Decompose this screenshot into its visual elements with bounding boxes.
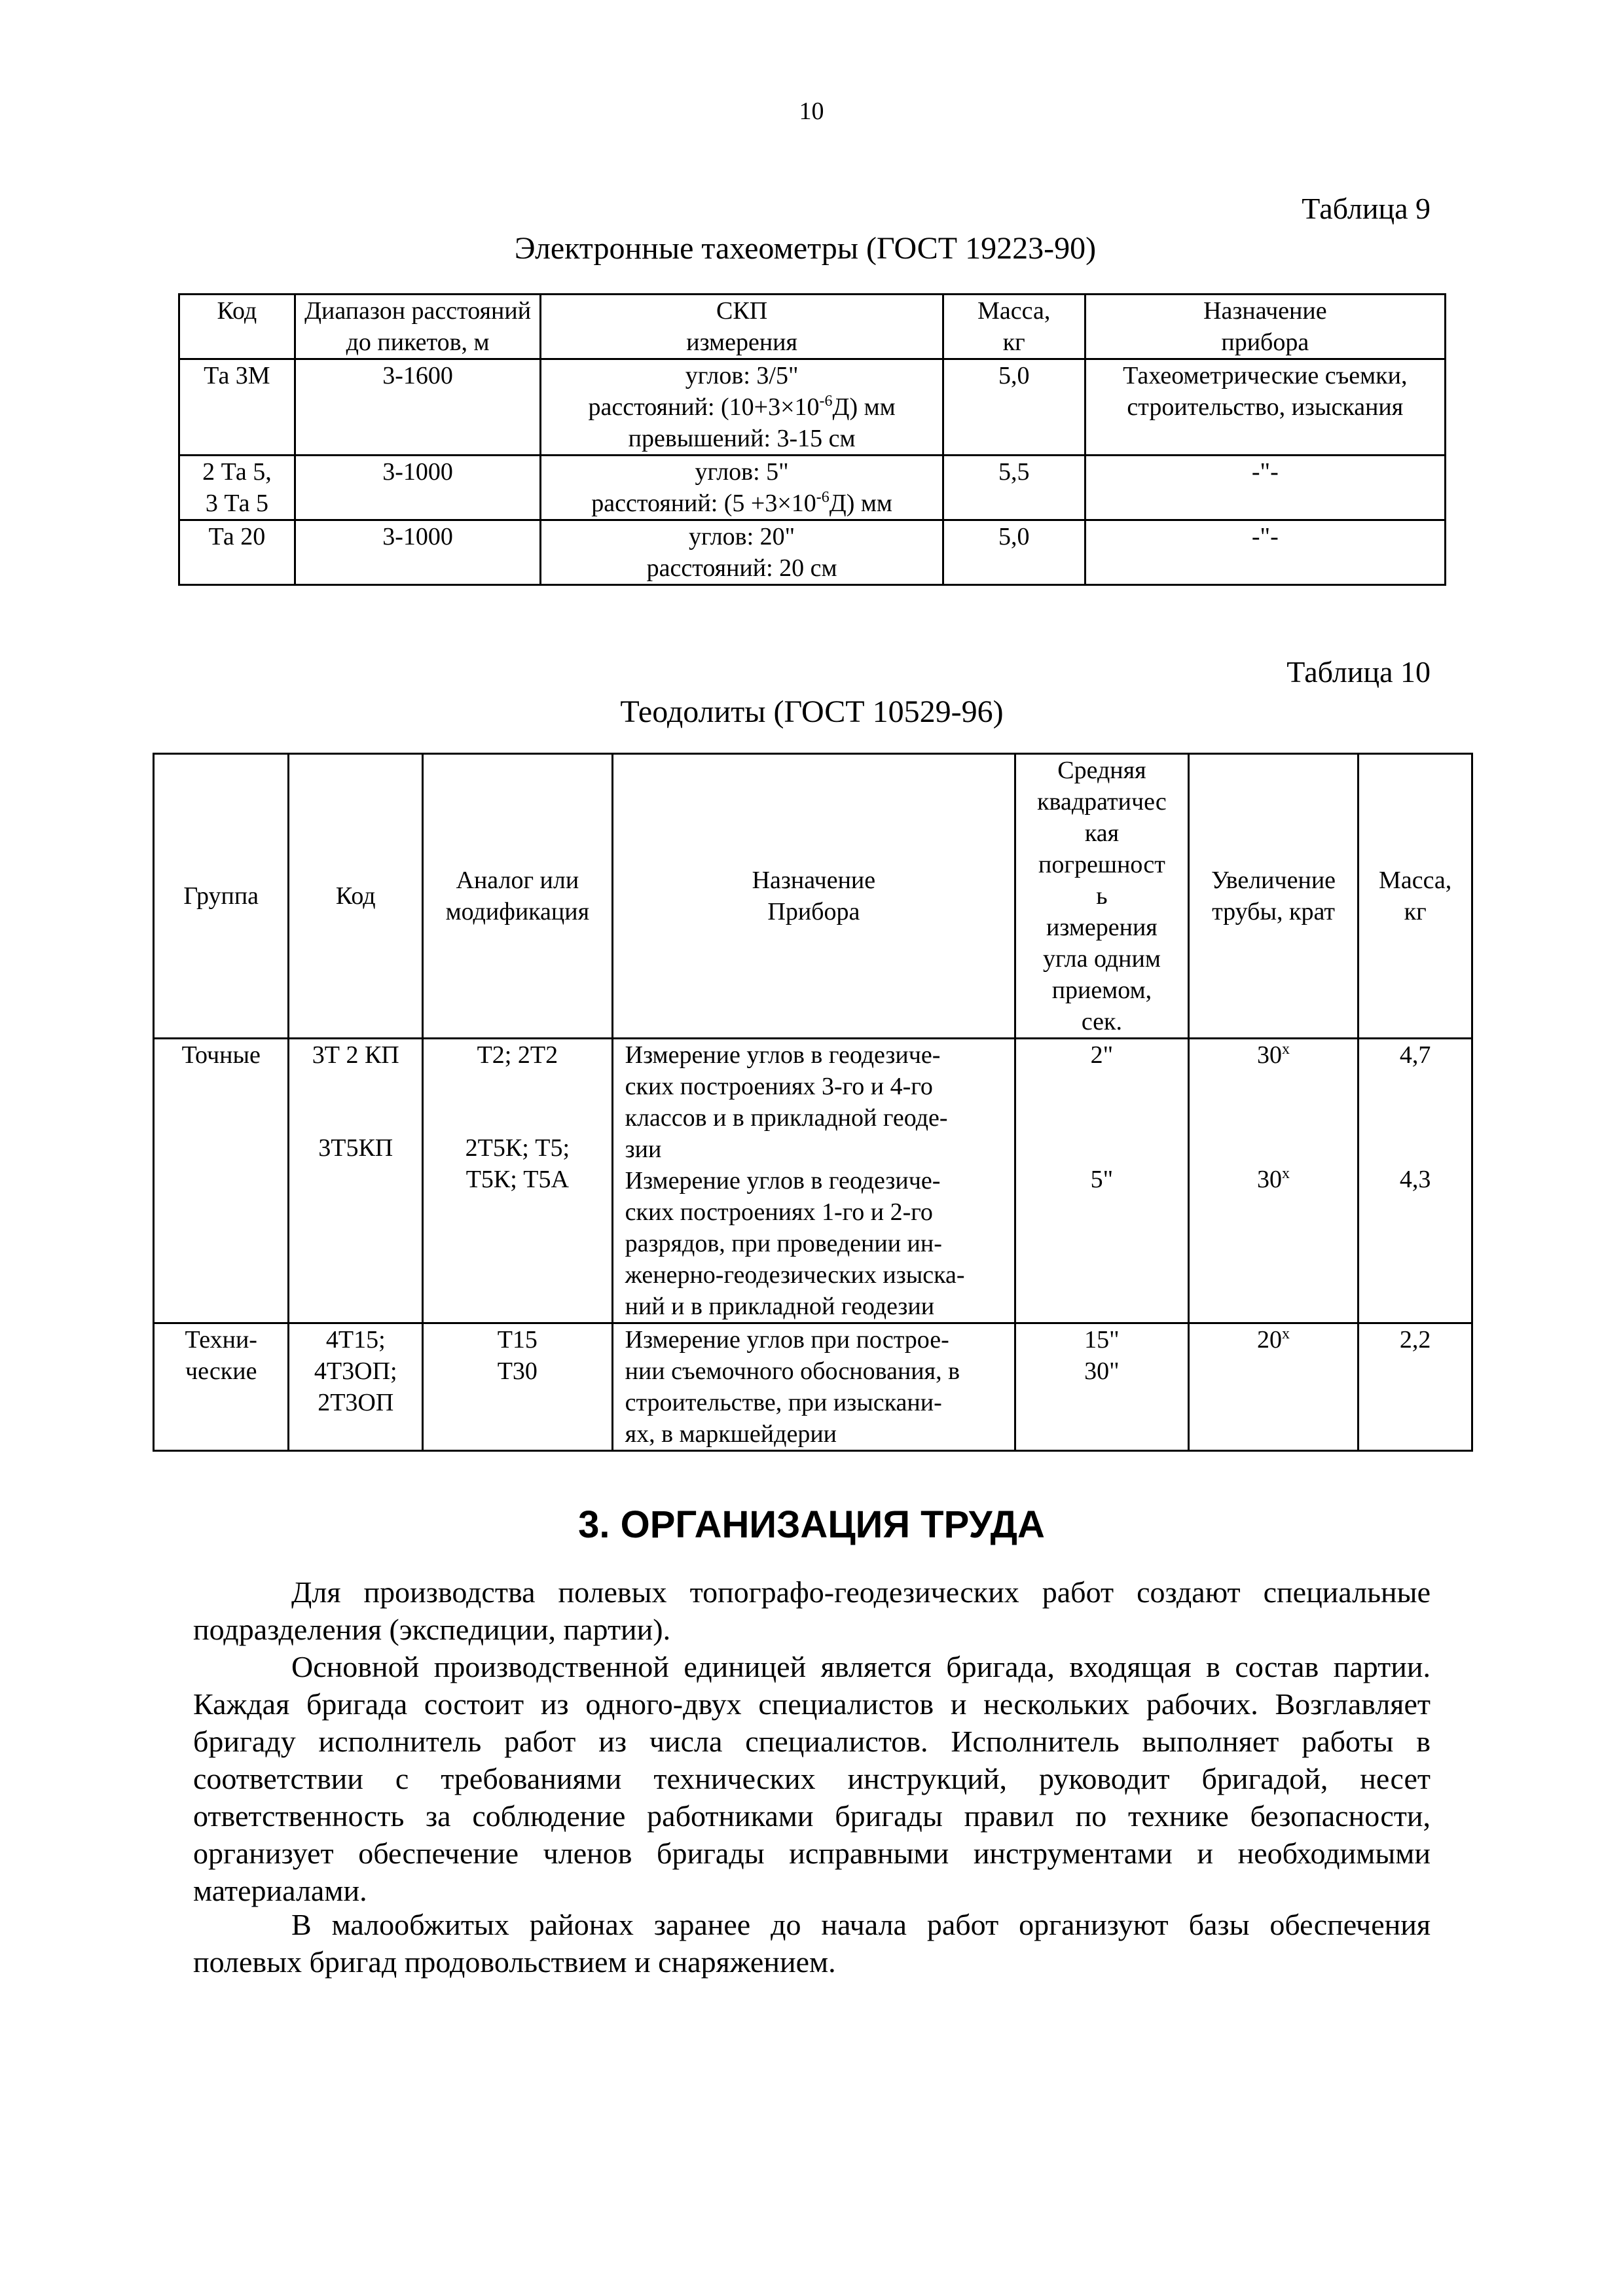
t10-cell-purpose: Измерение углов при построе- нии съемочного обоснования, в строительстве, при изыскани- ях, в маркшейдерии xyxy=(612,1323,1015,1451)
t9-cell-mass: 5,0 xyxy=(943,520,1085,585)
t9-cell-range: 3-1000 xyxy=(295,456,541,520)
table9 xyxy=(178,293,1446,586)
t10-cell-error: 15" 30" xyxy=(1015,1323,1189,1451)
t10-cell-magnification: $30^х$ $30^х$ xyxy=(1188,1039,1359,1323)
t9-header-code: Код xyxy=(179,295,295,359)
t10-cell-analog: Т15 Т30 xyxy=(423,1323,613,1451)
t9-header-skp: СКП измерения xyxy=(541,295,943,359)
t10-header-mass: Масса, кг xyxy=(1359,754,1472,1039)
t9-cell-code: Та 3М xyxy=(179,359,295,456)
t10-cell-error: 2" 5" xyxy=(1015,1039,1189,1323)
t10-cell-group: Техни- ческие xyxy=(154,1323,289,1451)
t9-cell-purpose: -"- xyxy=(1085,456,1445,520)
t9-cell-mass: 5,0 xyxy=(943,359,1085,456)
t9-cell-skp: углов: 20" расстояний: 20 см xyxy=(541,520,943,585)
table-row xyxy=(179,456,1446,520)
table-row xyxy=(179,359,1446,456)
t10-header-code: Код xyxy=(289,754,423,1039)
t9-header-range: Диапазон расстояний до пикетов, м xyxy=(295,295,541,359)
paragraph: Для производства полевых топографо-геодезических работ создают специальные подразделения (экспедиции, партии). xyxy=(193,1575,1431,1646)
t10-cell-code: 4Т15; 4Т3ОП; 2Т3ОП xyxy=(289,1323,423,1451)
table-row xyxy=(154,1039,1472,1323)
t9-cell-code: Та 20 xyxy=(179,520,295,585)
t10-header-group: Группа xyxy=(154,754,289,1039)
table10 xyxy=(153,753,1473,1452)
table10-label: Таблица 10 xyxy=(1286,655,1431,689)
t9-cell-code: 2 Та 5, 3 Та 5 xyxy=(179,456,295,520)
paragraph: В малообжитых районах заранее до начала работ организуют базы обеспечения полевых бригад продовольствием и снаряжением. xyxy=(193,1908,1431,1979)
t9-cell-range: 3-1600 xyxy=(295,359,541,456)
t10-cell-code: 3Т 2 КП 3Т5КП xyxy=(289,1039,423,1323)
t10-header-analog: Аналог или модификация xyxy=(423,754,613,1039)
t10-cell-group: Точные xyxy=(154,1039,289,1323)
table-row xyxy=(154,1323,1472,1451)
t9-cell-skp: углов: 3/5" расстояний: $(10+3\times 10^{-6}Д)$ мм превышений: 3-15 см xyxy=(541,359,943,456)
t9-cell-purpose: -"- xyxy=(1085,520,1445,585)
t9-header-purpose: Назначение прибора xyxy=(1085,295,1445,359)
t9-header-mass: Масса, кг xyxy=(943,295,1085,359)
t10-header-error: Средняя квадратичес кая погрешност ь измерения угла одним приемом, сек. xyxy=(1015,754,1189,1039)
t9-cell-purpose: Тахеометрические съемки, строительство, изыскания xyxy=(1085,359,1445,456)
t10-cell-magnification: $20^х$ xyxy=(1188,1323,1359,1451)
table10-header-row xyxy=(154,754,1472,1039)
t9-cell-mass: 5,5 xyxy=(943,456,1085,520)
table9-header-row xyxy=(179,295,1446,359)
table9-label: Таблица 9 xyxy=(1302,192,1431,225)
t9-cell-skp: углов: 5" расстояний: $(5 +3\times 10^{-6}Д)$ мм xyxy=(541,456,943,520)
table-row xyxy=(179,520,1446,585)
paragraph: Основной производственной единицей является бригада, входящая в состав партии. Каждая бригада состоит из одного-двух специалистов и нескольких рабочих. Возглавляет бригаду исполнитель работ из числа специалистов. Исполнитель выполняет работы в соответствии с требованиями технических инструкций, руководит бригадой, несет ответственность за соблюдение работниками бригады правил по технике безопасности, организует обеспечение членов бригады исправными инструментами и необходимыми материалами. xyxy=(193,1650,1431,1907)
t10-cell-mass: 2,2 xyxy=(1359,1323,1472,1451)
t10-cell-purpose: Измерение углов в геодезиче- ских построениях 3-го и 4-го классов и в прикладной геоде- зии Измерение углов в геодезиче- ских построениях 1-го и 2-го разрядов, при проведении ин- женерно-геодезических изыска- ний и в прикладной геодезии xyxy=(612,1039,1015,1323)
t10-header-purpose: Назначение Прибора xyxy=(612,754,1015,1039)
t10-header-magnification: Увеличение трубы, крат xyxy=(1188,754,1359,1039)
t10-cell-analog: Т2; 2Т2 2Т5К; Т5; Т5К; Т5А xyxy=(423,1039,613,1323)
section-heading: 3. ОРГАНИЗАЦИЯ ТРУДА xyxy=(578,1503,1045,1546)
t10-cell-mass: 4,7 4,3 xyxy=(1359,1039,1472,1323)
page-number: 10 xyxy=(799,98,824,125)
t9-cell-range: 3-1000 xyxy=(295,520,541,585)
table9-title: Электронные тахеометры (ГОСТ 19223-90) xyxy=(514,231,1097,266)
table10-title: Теодолиты (ГОСТ 10529-96) xyxy=(620,694,1004,729)
